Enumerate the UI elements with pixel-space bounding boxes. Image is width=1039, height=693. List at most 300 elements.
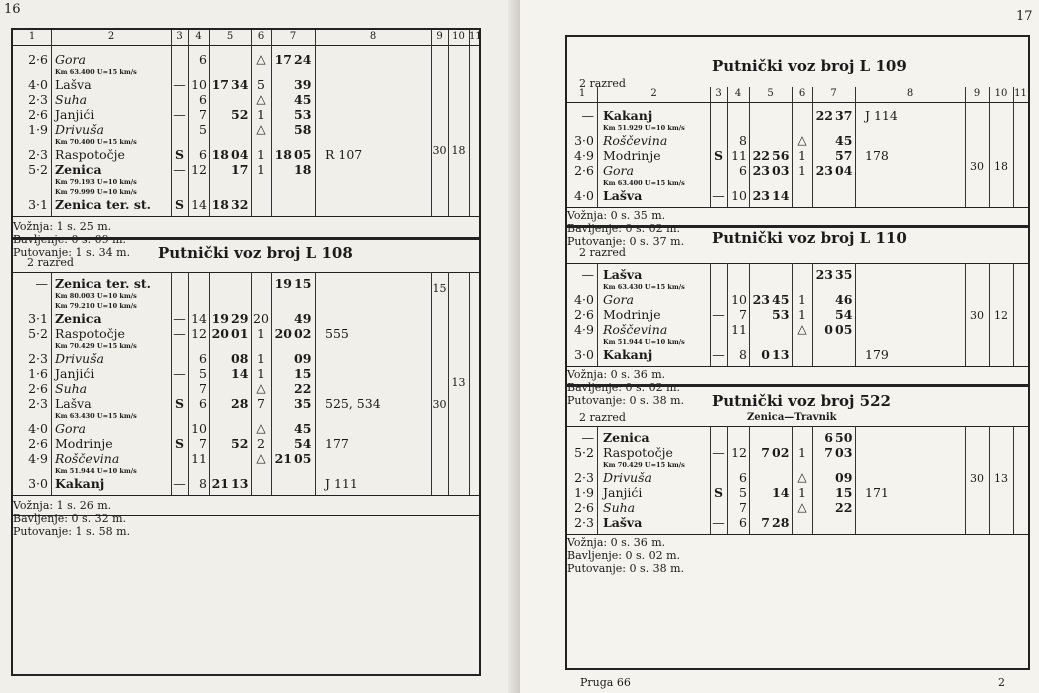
column-divider [448, 45, 449, 216]
category-mark: S [174, 197, 185, 212]
departure-minute: 45 [294, 421, 312, 436]
connection-note: J 111 [325, 476, 358, 491]
column-header-1: 1 [578, 88, 586, 99]
station-name: Kakanj [603, 347, 653, 362]
train-title-522: Putnički voz broj 522 [712, 392, 891, 410]
distance-km: 3·1 [28, 197, 48, 212]
departure-hour: 20 [274, 326, 292, 341]
left-timetable-frame [11, 28, 481, 676]
run-minutes: 6 [739, 470, 747, 485]
departure-minute: 05 [294, 451, 312, 466]
column-divider [469, 45, 470, 216]
station-name: Janjići [55, 366, 95, 381]
timetable-row [567, 307, 1028, 322]
stop-minutes: 1 [798, 148, 806, 163]
header-divider [209, 30, 210, 45]
column-divider [251, 272, 252, 495]
timetable-row [567, 163, 1028, 178]
right-page [520, 0, 1039, 693]
column-divider [710, 426, 711, 534]
arrival-minute: 28 [231, 396, 249, 411]
column-header-row [13, 30, 482, 46]
column-divider [749, 263, 750, 366]
column-divider [209, 272, 210, 495]
departure-minute: 09 [835, 470, 853, 485]
distance-km: — [581, 430, 594, 445]
column-divider [1013, 102, 1014, 207]
timetable-row [13, 451, 479, 466]
run-minutes: 5 [199, 122, 207, 137]
departure-minute: 09 [294, 351, 312, 366]
class-col-9: 30 [970, 160, 984, 173]
header-divider [749, 87, 750, 102]
column-divider [710, 263, 711, 366]
column-divider [749, 102, 750, 207]
departure-minute: 54 [294, 436, 312, 451]
column-divider [1013, 426, 1014, 534]
category-mark: — [712, 515, 725, 530]
departure-minute: 04 [835, 163, 853, 178]
stop-minutes: 20 [253, 311, 269, 326]
column-divider [597, 263, 598, 366]
stop-triangle-icon: △ [256, 92, 266, 106]
column-header-5: 5 [226, 31, 234, 42]
departure-hour: 17 [274, 52, 292, 67]
distance-km: — [35, 276, 48, 291]
departure-hour: 6 [824, 430, 833, 445]
departure-hour: 23 [815, 163, 833, 178]
route-subtitle: Zenica—Travnik [747, 412, 837, 423]
column-divider [251, 45, 252, 216]
category-mark: — [173, 107, 186, 122]
timetable-row [13, 476, 479, 491]
travel-time: Vožnja: 0 s. 35 m. [567, 209, 666, 222]
header-divider [855, 87, 856, 102]
departure-minute: 03 [835, 445, 853, 460]
timetable-row [567, 133, 1028, 148]
station-name: Modrinje [603, 148, 661, 163]
timetable-row [567, 470, 1028, 485]
station-name: Zenica [55, 311, 102, 326]
header-divider [710, 87, 711, 102]
departure-minute: 15 [294, 366, 312, 381]
arrival-minute: 45 [772, 292, 790, 307]
section-break [567, 384, 1028, 387]
distance-km: 4·9 [574, 322, 594, 337]
category-mark: — [712, 188, 725, 203]
category-mark: S [174, 396, 185, 411]
column-header-1: 1 [28, 31, 36, 42]
departure-minute: 35 [294, 396, 312, 411]
station-name: Janjići [55, 107, 95, 122]
column-divider [1013, 263, 1014, 366]
section-divider [13, 515, 479, 516]
column-header-10: 10 [452, 31, 465, 42]
category-mark: — [173, 311, 186, 326]
arrival-minute: 14 [231, 366, 249, 381]
travel-time: Vožnja: 0 s. 36 m. [567, 536, 666, 549]
run-minutes: 12 [731, 445, 747, 460]
departure-minute: 15 [835, 485, 853, 500]
column-divider [315, 272, 316, 495]
arrival-minute: 01 [231, 326, 249, 341]
station-name: Zenica ter. st. [55, 276, 152, 291]
header-divider [271, 30, 272, 45]
km-note: Km 63.430 U=15 km/s [603, 283, 685, 291]
header-divider [965, 87, 966, 102]
station-name: Zenica ter. st. [55, 197, 152, 212]
departure-minute: 22 [835, 500, 853, 515]
arrival-minute: 34 [231, 77, 249, 92]
column-divider [989, 102, 990, 207]
column-divider [597, 102, 598, 207]
km-note: Km 63.400 U=15 km/s [55, 68, 137, 76]
station-name: Gora [603, 292, 634, 307]
stop-triangle-icon: △ [256, 122, 266, 136]
arrival-minute: 28 [772, 515, 790, 530]
page-number-right: 17 [1016, 9, 1033, 24]
km-note: Km 63.430 U=15 km/s [55, 412, 137, 420]
column-divider [812, 426, 813, 534]
arrival-minute: 04 [231, 147, 249, 162]
timetable-row [13, 92, 479, 107]
departure-minute: 22 [294, 381, 312, 396]
run-minutes: 6 [199, 396, 207, 411]
timetable-row [13, 162, 479, 177]
category-mark: — [173, 162, 186, 177]
timetable-row [13, 381, 479, 396]
column-header-7: 7 [830, 88, 837, 99]
arrival-minute: 17 [231, 162, 249, 177]
run-minutes: 14 [191, 311, 207, 326]
stop-minutes: 1 [798, 445, 806, 460]
timetable-row [13, 276, 479, 291]
station-name: Modrinje [55, 436, 113, 451]
class-col-10: 13 [451, 376, 466, 389]
section-divider [567, 263, 1028, 264]
section-divider [13, 216, 479, 217]
km-note: Km 70.400 U=15 km/s [55, 138, 137, 146]
arrival-minute: 14 [772, 485, 790, 500]
departure-minute: 49 [294, 311, 312, 326]
distance-km: 2·6 [574, 500, 594, 515]
stop-minutes: 1 [798, 163, 806, 178]
run-minutes: 6 [199, 351, 207, 366]
station-name: Suha [55, 92, 88, 107]
category-mark: — [712, 445, 725, 460]
timetable-row [567, 500, 1028, 515]
column-header-9: 9 [973, 88, 981, 99]
km-note: Km 51.944 U=10 km/s [603, 338, 685, 346]
departure-minute: 57 [835, 148, 853, 163]
timetable-row [567, 267, 1028, 282]
section-divider [567, 366, 1028, 367]
departure-minute: 05 [835, 322, 853, 337]
travel-time: Vožnja: 1 s. 25 m. [13, 220, 112, 233]
connection-note: 179 [865, 347, 889, 362]
stop-time: Bavljenje: 0 s. 02 m. [567, 549, 681, 562]
station-name: Suha [603, 500, 636, 515]
category-mark: S [174, 147, 185, 162]
category-mark: — [712, 307, 725, 322]
column-divider [209, 45, 210, 216]
timetable-row [13, 107, 479, 122]
distance-km: 4·9 [574, 148, 594, 163]
station-name: Gora [55, 52, 86, 67]
station-name: Roščevina [55, 451, 120, 466]
header-divider [251, 30, 252, 45]
column-divider [855, 263, 856, 366]
distance-km: 3·1 [28, 311, 48, 326]
station-name: Gora [603, 163, 634, 178]
column-divider [171, 272, 172, 495]
distance-km: 5·2 [28, 326, 48, 341]
stop-time: Bavljenje: 0 s. 09 m. [13, 233, 127, 246]
station-name: Modrinje [603, 307, 661, 322]
departure-hour: 21 [274, 451, 292, 466]
station-name: Gora [55, 421, 86, 436]
departure-minute: 50 [835, 430, 853, 445]
timetable-row [13, 366, 479, 381]
km-note: Km 70.429 U=15 km/s [55, 342, 137, 350]
timetable-row [13, 421, 479, 436]
column-divider [792, 426, 793, 534]
category-mark: — [712, 347, 725, 362]
class-col-9: 15 [432, 282, 447, 295]
distance-km: 2·3 [28, 351, 48, 366]
km-note: Km 51.944 U=10 km/s [55, 467, 137, 475]
connection-note: J 114 [865, 108, 898, 123]
connection-note: 171 [865, 485, 889, 500]
class-label: 2 razred [27, 256, 74, 269]
run-minutes: 10 [731, 292, 747, 307]
stop-triangle-icon: △ [797, 470, 807, 484]
column-header-2: 2 [107, 31, 115, 42]
arrival-minute: 13 [231, 476, 249, 491]
station-name: Zenica [603, 430, 650, 445]
arrival-hour: 17 [211, 77, 229, 92]
station-name: Lašva [55, 77, 92, 92]
timetable-row [13, 351, 479, 366]
distance-km: 3·0 [574, 133, 594, 148]
km-note: Km 79.999 U=10 km/s [55, 188, 137, 196]
header-divider [597, 87, 598, 102]
category-mark: S [174, 436, 185, 451]
section-break [13, 237, 479, 240]
category-mark: — [173, 366, 186, 381]
departure-minute: 35 [835, 267, 853, 282]
column-divider [469, 272, 470, 495]
column-divider [51, 45, 52, 216]
stop-triangle-icon: △ [797, 133, 807, 147]
column-divider [51, 272, 52, 495]
arrival-hour: 18 [211, 197, 229, 212]
station-name: Raspotočje [55, 326, 125, 341]
column-divider [431, 272, 432, 495]
connection-note: R 107 [325, 147, 363, 162]
departure-minute: 24 [294, 52, 312, 67]
column-divider [315, 45, 316, 216]
stop-time: Bavljenje: 0 s. 02 m. [567, 381, 681, 394]
timetable-row [567, 485, 1028, 500]
right-timetable-frame [565, 35, 1030, 670]
stop-minutes: 1 [257, 147, 265, 162]
departure-hour: 0 [824, 322, 833, 337]
distance-km: 3·0 [574, 347, 594, 362]
timetable-row [567, 148, 1028, 163]
stop-triangle-icon: △ [256, 381, 266, 395]
stop-minutes: 7 [257, 396, 265, 411]
run-minutes: 10 [191, 421, 207, 436]
arrival-minute: 52 [231, 107, 249, 122]
departure-minute: 46 [835, 292, 853, 307]
run-minutes: 6 [199, 52, 207, 67]
distance-km: 2·3 [28, 396, 48, 411]
departure-minute: 58 [294, 122, 312, 137]
header-divider [188, 30, 189, 45]
section-footer [13, 499, 479, 538]
arrival-minute: 29 [231, 311, 249, 326]
run-minutes: 10 [731, 188, 747, 203]
station-name: Raspotočje [55, 147, 125, 162]
section-divider [13, 495, 479, 496]
run-minutes: 7 [739, 500, 747, 515]
run-minutes: 6 [199, 147, 207, 162]
column-divider [188, 272, 189, 495]
column-divider [749, 426, 750, 534]
class-col-10: 13 [994, 472, 1008, 485]
stop-triangle-icon: △ [797, 322, 807, 336]
departure-minute: 45 [835, 133, 853, 148]
column-header-7: 7 [289, 31, 297, 42]
run-minutes: 7 [199, 107, 207, 122]
distance-km: — [581, 108, 594, 123]
stop-minutes: 2 [257, 436, 265, 451]
station-name: Drivuša [55, 122, 104, 137]
timetable-row [567, 188, 1028, 203]
stop-minutes: 1 [798, 292, 806, 307]
train-title-108: Putnički voz broj L 108 [158, 244, 353, 262]
station-name: Zenica [55, 162, 102, 177]
distance-km: 2·3 [574, 515, 594, 530]
departure-hour: 19 [274, 276, 292, 291]
departure-hour: 18 [274, 147, 292, 162]
distance-km: 1·9 [574, 485, 594, 500]
timetable-row [567, 292, 1028, 307]
column-header-row [567, 87, 1028, 103]
section-footer [567, 536, 1028, 575]
timetable-row [13, 396, 479, 411]
total-time: Putovanje: 0 s. 38 m. [567, 394, 685, 407]
station-name: Kakanj [603, 108, 653, 123]
run-minutes: 6 [739, 163, 747, 178]
column-divider [171, 45, 172, 216]
distance-km: 2·6 [28, 381, 48, 396]
departure-minute: 18 [294, 162, 312, 177]
arrival-minute: 14 [772, 188, 790, 203]
km-note: Km 70.429 U=15 km/s [603, 461, 685, 469]
column-divider [855, 102, 856, 207]
column-header-3: 3 [715, 88, 722, 99]
stop-minutes: 1 [257, 107, 265, 122]
column-divider [965, 102, 966, 207]
run-minutes: 6 [739, 515, 747, 530]
pruga-label: Pruga 66 [580, 676, 631, 689]
distance-km: 2·6 [28, 107, 48, 122]
timetable-row [13, 147, 479, 162]
column-header-2: 2 [650, 88, 657, 99]
km-note: Km 80.003 U=10 km/s [55, 292, 137, 300]
column-divider [812, 263, 813, 366]
station-name: Drivuša [603, 470, 652, 485]
timetable-row [13, 326, 479, 341]
distance-km: 2·6 [28, 52, 48, 67]
arrival-hour: 22 [752, 148, 770, 163]
departure-minute: 53 [294, 107, 312, 122]
arrival-minute: 56 [772, 148, 790, 163]
arrival-minute: 13 [772, 347, 790, 362]
arrival-minute: 52 [231, 436, 249, 451]
run-minutes: 5 [739, 485, 747, 500]
class-label: 2 razred [579, 411, 626, 424]
distance-km: 4·0 [28, 77, 48, 92]
total-time: Putovanje: 1 s. 58 m. [13, 525, 131, 538]
departure-minute: 15 [294, 276, 312, 291]
timetable-row [13, 77, 479, 92]
timetable-row [13, 52, 479, 67]
distance-km: 2·3 [28, 92, 48, 107]
connection-note: 177 [325, 436, 349, 451]
header-divider [315, 30, 316, 45]
run-minutes: 11 [731, 322, 747, 337]
arrival-minute: 08 [231, 351, 249, 366]
run-minutes: 12 [191, 162, 207, 177]
column-divider [792, 102, 793, 207]
class-col-9: 30 [432, 398, 447, 411]
column-divider [271, 45, 272, 216]
arrival-minute: 03 [772, 163, 790, 178]
stop-minutes: 1 [798, 485, 806, 500]
timetable-row [13, 311, 479, 326]
column-divider [855, 426, 856, 534]
section-divider [13, 272, 479, 273]
arrival-hour: 7 [761, 445, 770, 460]
section-divider [567, 426, 1028, 427]
run-minutes: 10 [191, 77, 207, 92]
run-minutes: 6 [199, 92, 207, 107]
header-divider [989, 87, 990, 102]
distance-km: — [581, 267, 594, 282]
class-label: 2 razred [579, 246, 626, 259]
distance-km: 2·6 [574, 307, 594, 322]
column-header-6: 6 [257, 31, 265, 42]
station-name: Lašva [603, 267, 643, 282]
train-title-109: Putnički voz broj L 109 [712, 57, 907, 75]
column-header-5: 5 [767, 88, 774, 99]
column-header-8: 8 [369, 31, 377, 42]
stop-time: Bavljenje: 0 s. 32 m. [13, 512, 127, 525]
departure-minute: 05 [294, 147, 312, 162]
distance-km: 4·0 [28, 421, 48, 436]
run-minutes: 11 [731, 148, 747, 163]
km-note: Km 63.400 U=15 km/s [603, 179, 685, 187]
km-note: Km 79.210 U=10 km/s [55, 302, 137, 310]
column-divider [812, 102, 813, 207]
km-note: Km 51.929 U=10 km/s [603, 124, 685, 132]
column-divider [597, 426, 598, 534]
arrival-minute: 53 [772, 307, 790, 322]
stop-minutes: 1 [257, 162, 265, 177]
